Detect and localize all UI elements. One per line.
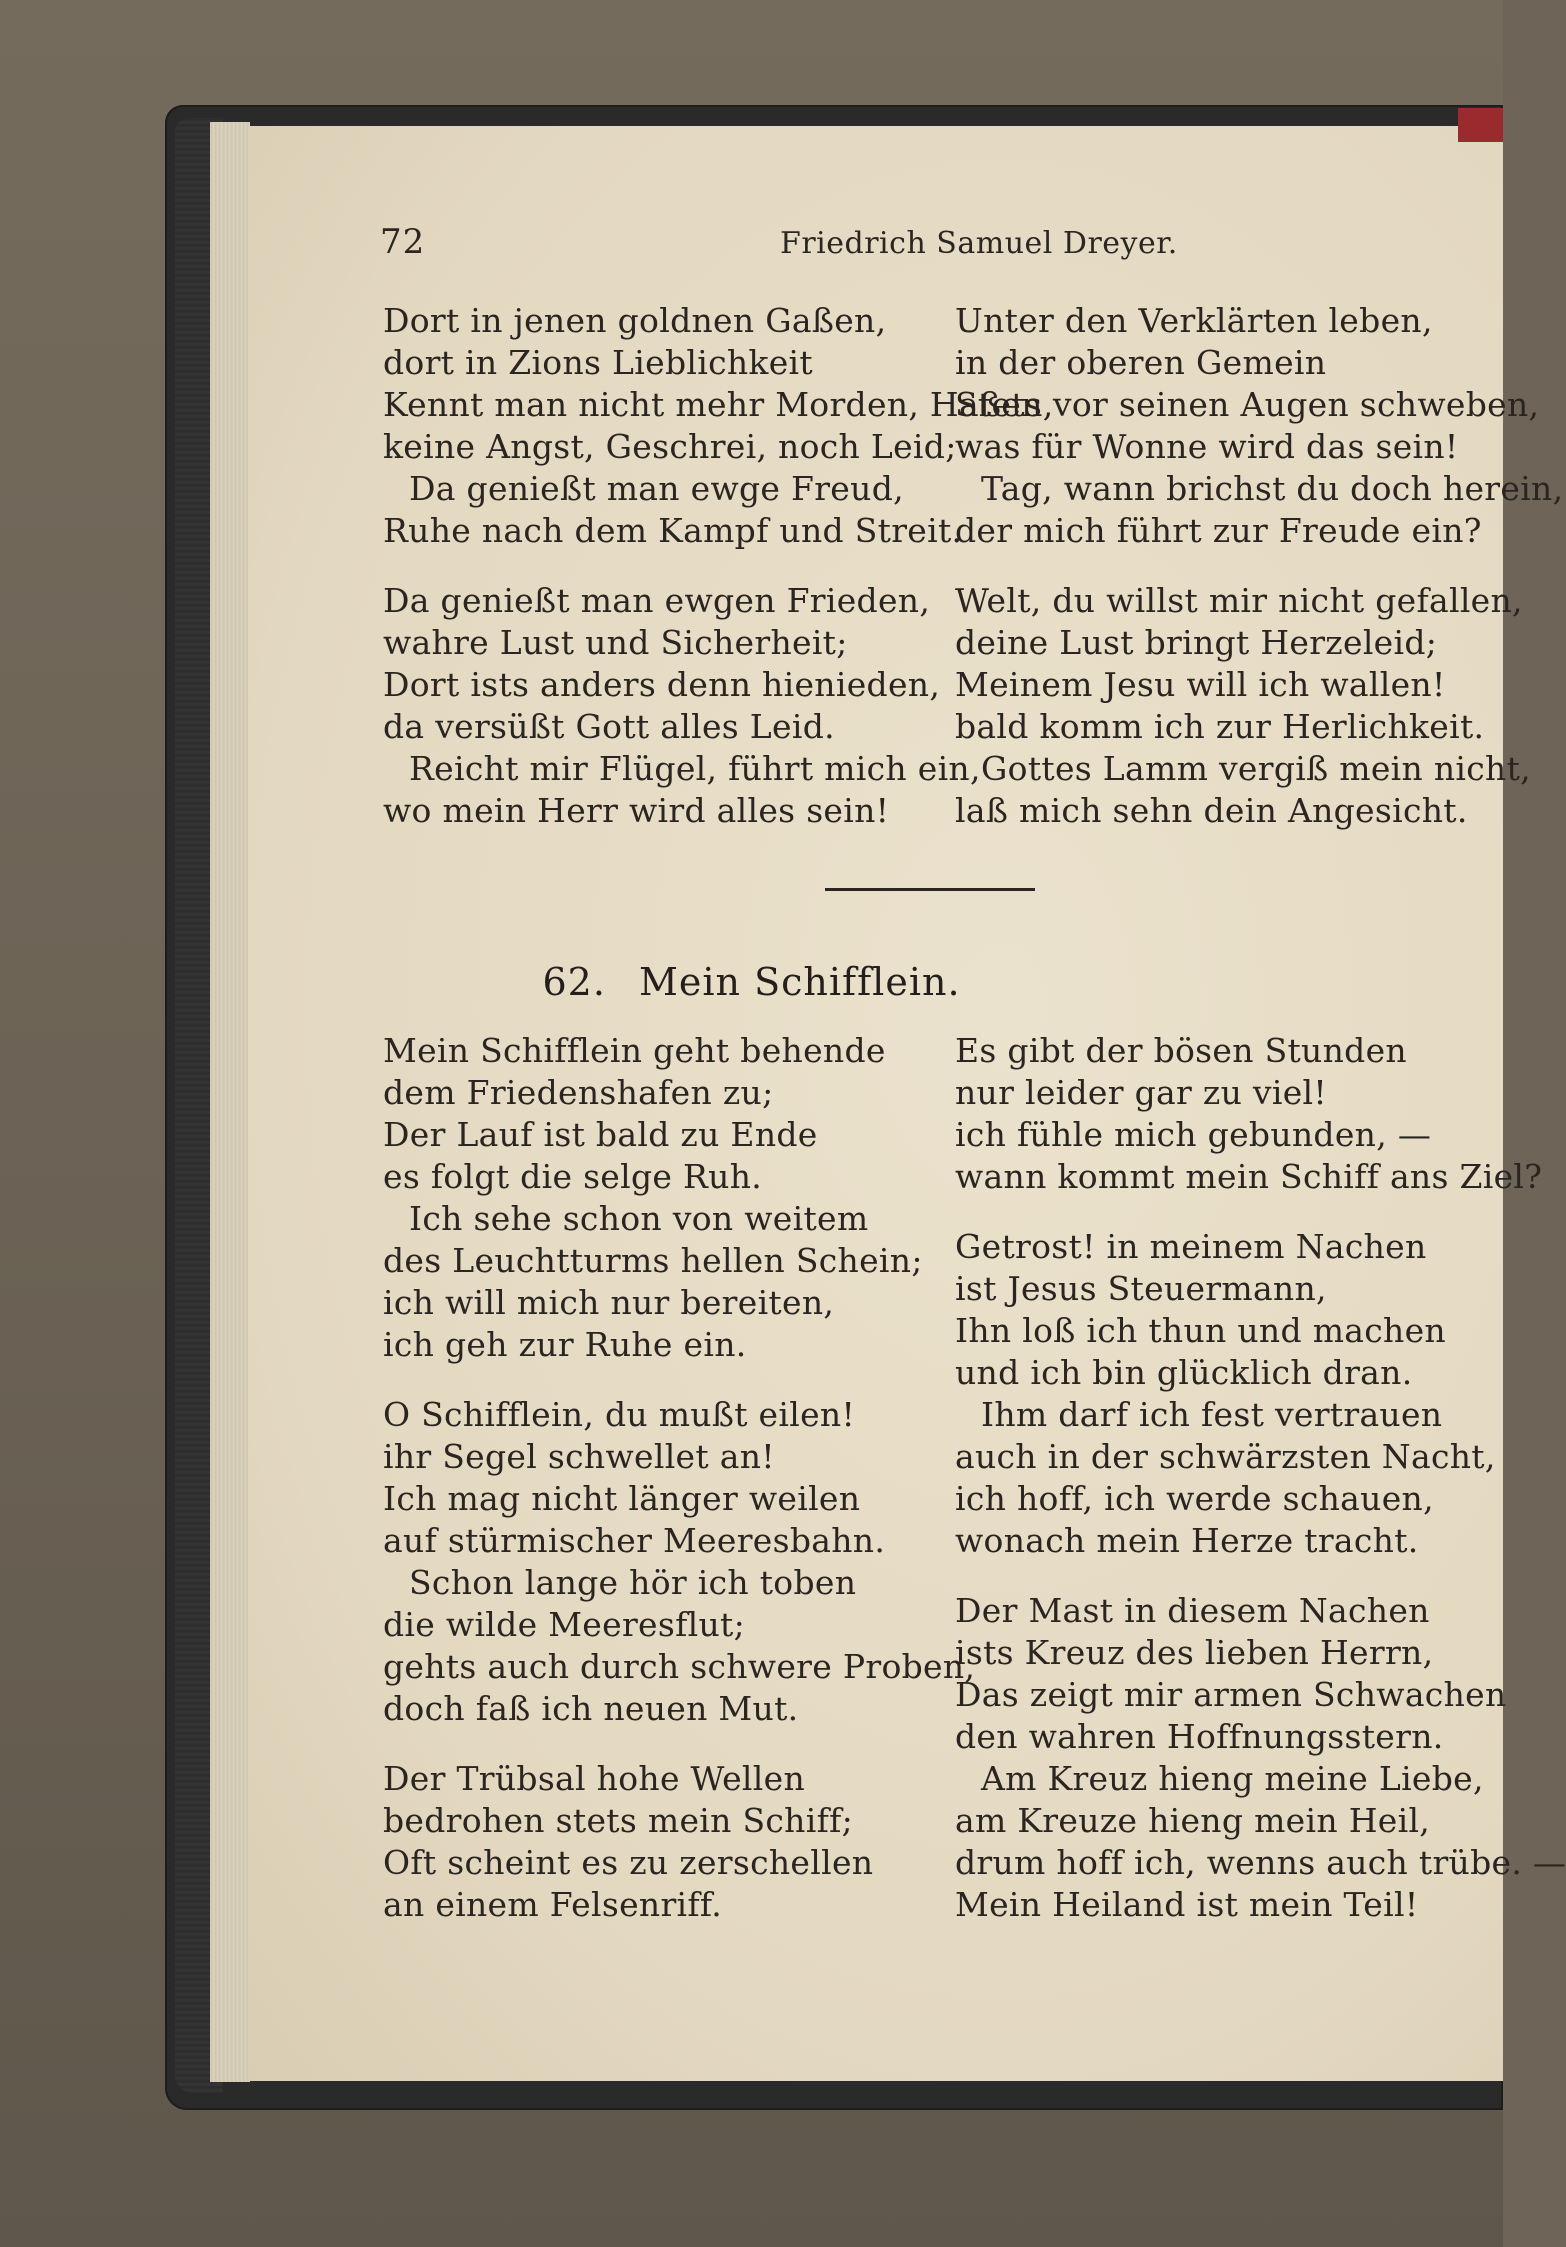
verse-line: wann kommt mein Schiff ans Ziel? xyxy=(955,1157,1543,1196)
verse-line: Das zeigt mir armen Schwachen xyxy=(955,1675,1507,1714)
running-head: Friedrich Samuel Dreyer. xyxy=(780,226,1178,261)
verse-line: O Schifflein, du mußt eilen! xyxy=(383,1395,856,1434)
stanza-gap xyxy=(955,1562,1566,1590)
stanza-gap xyxy=(383,1730,975,1758)
verse-line: ich hoff, ich werde schauen, xyxy=(955,1479,1434,1518)
verse-line: und ich bin glücklich dran. xyxy=(955,1353,1413,1392)
verse-line: Am Kreuz hieng meine Liebe, xyxy=(981,1759,1484,1798)
verse-line: doch faß ich neuen Mut. xyxy=(383,1689,799,1728)
verse-line: Dort in jenen goldnen Gaßen, xyxy=(383,301,887,340)
verse-line: gehts auch durch schwere Proben, xyxy=(383,1647,976,1686)
verse-line: Da genießt man ewgen Frieden, xyxy=(383,581,931,620)
verse-line: nur leider gar zu viel! xyxy=(955,1073,1327,1112)
bottom-right-column xyxy=(955,1030,1566,1926)
verse-line: des Leuchtturms hellen Schein; xyxy=(383,1241,923,1280)
verse-line: den wahren Hoffnungsstern. xyxy=(955,1717,1444,1756)
poem-title: Mein Schifflein. xyxy=(639,960,961,1004)
verse-line: Stets vor seinen Augen schweben, xyxy=(955,385,1540,424)
verse-line: ihr Segel schwellet an! xyxy=(383,1437,775,1476)
stanza-gap xyxy=(955,552,1563,580)
verse-line: in der oberen Gemein xyxy=(955,343,1327,382)
verse-line: wonach mein Herze tracht. xyxy=(955,1521,1419,1560)
verse-line: ich will mich nur bereiten, xyxy=(383,1283,835,1322)
verse-line: auf stürmischer Meeresbahn. xyxy=(383,1521,886,1560)
page-edges xyxy=(210,122,250,2082)
verse-line: Gottes Lamm vergiß mein nicht, xyxy=(981,749,1531,788)
verse-line: Ich sehe schon von weitem xyxy=(409,1199,869,1238)
verse-line: ists Kreuz des lieben Herrn, xyxy=(955,1633,1434,1672)
verse-line: Schon lange hör ich toben xyxy=(409,1563,857,1602)
poem-heading xyxy=(0,960,1503,1004)
verse-line: Unter den Verklärten leben, xyxy=(955,301,1433,340)
stanza-gap xyxy=(383,552,1053,580)
verse-line: dem Friedenshafen zu; xyxy=(383,1073,774,1112)
page-number: 72 xyxy=(380,222,426,262)
verse-line: keine Angst, Geschrei, noch Leid; xyxy=(383,427,957,466)
verse-line: am Kreuze hieng mein Heil, xyxy=(955,1801,1431,1840)
verse-line: Da genießt man ewge Freud, xyxy=(409,469,904,508)
verse-line: Der Mast in diesem Nachen xyxy=(955,1591,1430,1630)
stanza-gap xyxy=(383,1366,975,1394)
verse-line: ist Jesus Steuermann, xyxy=(955,1269,1327,1308)
verse-line: Getrost! in meinem Nachen xyxy=(955,1227,1427,1266)
verse-line: bald komm ich zur Herlichkeit. xyxy=(955,707,1485,746)
top-left-column xyxy=(383,300,1053,832)
verse-line: Tag, wann brichst du doch herein, xyxy=(981,469,1564,508)
verse-line: wo mein Herr wird alles sein! xyxy=(383,791,890,830)
verse-line: an einem Felsenriff. xyxy=(383,1885,723,1924)
verse-line: ich fühle mich gebunden, — xyxy=(955,1115,1432,1154)
verse-line: Reicht mir Flügel, führt mich ein, xyxy=(409,749,981,788)
verse-line: Dort ists anders denn hienieden, xyxy=(383,665,941,704)
verse-line: Ihm darf ich fest vertrauen xyxy=(981,1395,1443,1434)
verse-line: Kennt man nicht mehr Morden, Haßen, xyxy=(383,385,1054,424)
verse-line: Es gibt der bösen Stunden xyxy=(955,1031,1407,1070)
verse-line: der mich führt zur Freude ein? xyxy=(955,511,1482,550)
verse-line: was für Wonne wird das sein! xyxy=(955,427,1459,466)
verse-line: Ruhe nach dem Kampf und Streit. xyxy=(383,511,963,550)
verse-line: Mein Heiland ist mein Teil! xyxy=(955,1885,1419,1924)
verse-line: ich geh zur Ruhe ein. xyxy=(383,1325,747,1364)
verse-line: Der Lauf ist bald zu Ende xyxy=(383,1115,818,1154)
verse-line: wahre Lust und Sicherheit; xyxy=(383,623,848,662)
verse-line: Oft scheint es zu zerschellen xyxy=(383,1843,874,1882)
verse-line: Welt, du willst mir nicht gefallen, xyxy=(955,581,1523,620)
page-header xyxy=(380,222,1440,282)
top-right-column xyxy=(955,300,1563,832)
verse-line: laß mich sehn dein Angesicht. xyxy=(955,791,1468,830)
verse-line: bedrohen stets mein Schiff; xyxy=(383,1801,854,1840)
section-divider xyxy=(825,888,1035,891)
bookmark-ribbon xyxy=(1458,108,1503,142)
verse-line: Meinem Jesu will ich wallen! xyxy=(955,665,1446,704)
bottom-left-column xyxy=(383,1030,975,1926)
verse-line: Mein Schifflein geht behende xyxy=(383,1031,886,1070)
verse-line: Der Trübsal hohe Wellen xyxy=(383,1759,806,1798)
verse-line: drum hoff ich, wenns auch trübe. — xyxy=(955,1843,1566,1882)
verse-line: dort in Zions Lieblichkeit xyxy=(383,343,813,382)
verse-line: es folgt die selge Ruh. xyxy=(383,1157,763,1196)
verse-line: Ich mag nicht länger weilen xyxy=(383,1479,861,1518)
verse-line: deine Lust bringt Herzeleid; xyxy=(955,623,1438,662)
verse-line: die wilde Meeresflut; xyxy=(383,1605,745,1644)
verse-line: Ihn loß ich thun und machen xyxy=(955,1311,1446,1350)
verse-line: da versüßt Gott alles Leid. xyxy=(383,707,835,746)
verse-line: auch in der schwärzsten Nacht, xyxy=(955,1437,1496,1476)
stanza-gap xyxy=(955,1198,1566,1226)
poem-number: 62. xyxy=(542,960,606,1004)
